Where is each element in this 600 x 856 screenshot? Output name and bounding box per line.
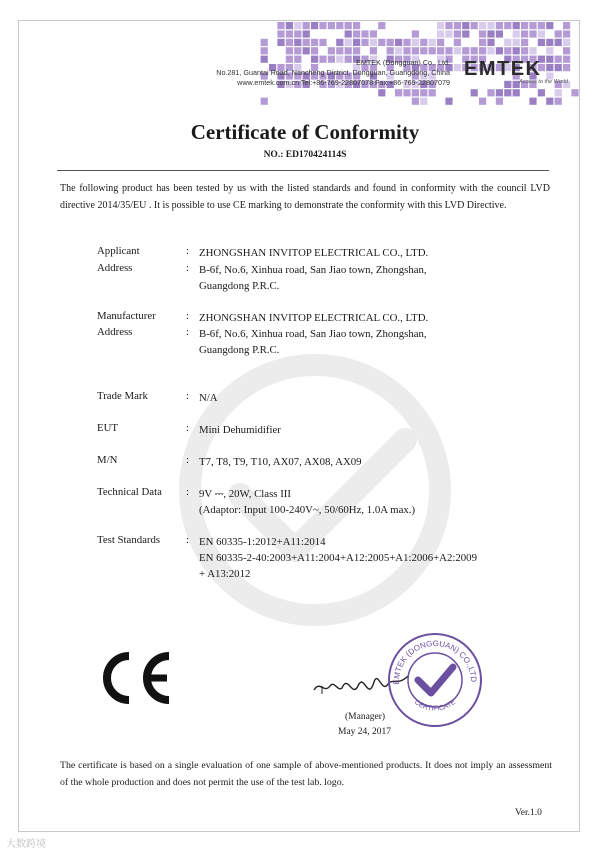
certificate-number: NO.: ED170424114S xyxy=(263,150,347,160)
mosaic-cell xyxy=(479,98,486,105)
version-label: Ver.1.0 xyxy=(515,808,542,818)
mosaic-cell xyxy=(412,89,419,96)
mosaic-cell xyxy=(395,47,402,54)
test-standard-line-3: + A13:2012 xyxy=(199,568,251,580)
mosaic-cell xyxy=(319,39,326,46)
mosaic-cell xyxy=(454,30,461,37)
mosaic-cell xyxy=(378,89,385,96)
manufacturer-address-line-1: B-6f, No.6, Xinhua road, San Jiao town, Zhongshan, xyxy=(199,328,427,340)
mosaic-cell xyxy=(504,47,511,54)
mosaic-cell xyxy=(479,22,486,29)
colon: : xyxy=(186,245,189,257)
mosaic-cell xyxy=(294,30,301,37)
mosaic-cell xyxy=(555,30,562,37)
mosaic-cell xyxy=(454,64,461,71)
eut-label: EUT xyxy=(97,422,118,434)
mosaic-cell xyxy=(538,30,545,37)
mosaic-cell xyxy=(311,39,318,46)
mosaic-cell xyxy=(294,22,301,29)
mosaic-cell xyxy=(378,39,385,46)
mosaic-cell xyxy=(445,30,452,37)
mosaic-cell xyxy=(563,39,570,46)
mosaic-cell xyxy=(496,47,503,54)
mosaic-cell xyxy=(286,56,293,63)
mosaic-cell xyxy=(294,39,301,46)
manufacturer-value: ZHONGSHAN INVITOP ELECTRICAL CO., LTD. xyxy=(199,312,429,324)
mosaic-cell xyxy=(504,22,511,29)
test-standard-line-2: EN 60335-2-40:2003+A11:2004+A12:2005+A1:2006+A2:2009 xyxy=(199,552,477,564)
company-address: No.281, Guantai Road, Nancheng District, Dongguan, Guangdong, China xyxy=(216,68,450,77)
mosaic-cell xyxy=(563,22,570,29)
mosaic-cell xyxy=(311,47,318,54)
mosaic-cell xyxy=(487,39,494,46)
mosaic-cell xyxy=(361,30,368,37)
colon: : xyxy=(186,310,189,322)
applicant-address-line-2: Guangdong P.R.C. xyxy=(199,280,280,292)
mosaic-cell xyxy=(420,47,427,54)
mosaic-cell xyxy=(261,98,268,105)
mosaic-cell xyxy=(412,30,419,37)
mosaic-cell xyxy=(513,22,520,29)
mosaic-cell xyxy=(546,22,553,29)
mosaic-cell xyxy=(420,98,427,105)
mosaic-cell xyxy=(429,47,436,54)
mosaic-cell xyxy=(277,39,284,46)
mosaic-cell xyxy=(261,47,268,54)
mosaic-cell xyxy=(378,22,385,29)
mosaic-cell xyxy=(513,39,520,46)
header-divider xyxy=(57,170,549,171)
mosaic-cell xyxy=(546,47,553,54)
test-standards-label: Test Standards xyxy=(97,534,161,546)
applicant-address-line-1: B-6f, No.6, Xinhua road, San Jiao town, Zhongshan, xyxy=(199,264,427,276)
colon: : xyxy=(186,262,189,274)
mosaic-cell xyxy=(546,39,553,46)
mosaic-cell xyxy=(454,47,461,54)
mosaic-cell xyxy=(370,39,377,46)
mosaic-cell xyxy=(345,39,352,46)
mosaic-cell xyxy=(513,47,520,54)
mosaic-cell xyxy=(261,56,268,63)
mosaic-cell xyxy=(286,39,293,46)
model-number-value: T7, T8, T9, T10, AX07, AX08, AX09 xyxy=(199,456,362,468)
mosaic-cell xyxy=(521,22,528,29)
mosaic-cell xyxy=(496,98,503,105)
mosaic-cell xyxy=(336,56,343,63)
applicant-label: Applicant xyxy=(97,245,140,257)
mosaic-cell xyxy=(277,22,284,29)
mosaic-cell xyxy=(437,22,444,29)
mosaic-cell xyxy=(370,30,377,37)
mosaic-cell xyxy=(479,30,486,37)
mosaic-cell xyxy=(353,22,360,29)
mosaic-cell xyxy=(496,30,503,37)
mosaic-cell xyxy=(412,47,419,54)
mosaic-cell xyxy=(555,98,562,105)
mosaic-cell xyxy=(328,22,335,29)
mosaic-cell xyxy=(445,47,452,54)
mosaic-cell xyxy=(487,22,494,29)
colon: : xyxy=(186,390,189,402)
mosaic-cell xyxy=(412,39,419,46)
applicant-value: ZHONGSHAN INVITOP ELECTRICAL CO., LTD. xyxy=(199,247,429,259)
mosaic-cell xyxy=(412,98,419,105)
footer-disclaimer: The certificate is based on a single evaluation of one sample of above-mentioned products. It does not imply an assessment of the whole production and does not permit the use of the test lab. logo. xyxy=(60,760,552,788)
mosaic-cell xyxy=(462,30,469,37)
colon: : xyxy=(186,534,189,546)
ce-mark-icon xyxy=(97,650,177,706)
technical-data-label: Technical Data xyxy=(97,486,162,498)
source-watermark: 大数跨境 xyxy=(6,839,46,850)
mosaic-cell xyxy=(529,22,536,29)
mosaic-cell xyxy=(445,98,452,105)
mosaic-cell xyxy=(319,22,326,29)
trademark-label: Trade Mark xyxy=(97,390,148,402)
mosaic-cell xyxy=(370,47,377,54)
mosaic-cell xyxy=(311,56,318,63)
company-contact: www.emtek.com.cn Tel:+86-769-22807078 Fax:+86-769-22807079 xyxy=(237,78,450,87)
company-name: EMTEK (Dongguan) Co., Ltd. xyxy=(356,58,450,67)
mosaic-cell xyxy=(437,30,444,37)
mosaic-cell xyxy=(504,39,511,46)
technical-data-line-1: 9V ⎓, 20W, Class III xyxy=(199,488,291,500)
mosaic-cell xyxy=(277,30,284,37)
mosaic-cell xyxy=(328,56,335,63)
mosaic-cell xyxy=(303,30,310,37)
mosaic-cell xyxy=(345,47,352,54)
mosaic-cell xyxy=(395,39,402,46)
mosaic-cell xyxy=(261,39,268,46)
mosaic-cell xyxy=(487,47,494,54)
mosaic-cell xyxy=(513,30,520,37)
mosaic-cell xyxy=(521,30,528,37)
mosaic-cell xyxy=(479,47,486,54)
company-seal-stamp xyxy=(385,630,485,730)
mosaic-cell xyxy=(403,47,410,54)
mosaic-cell xyxy=(538,22,545,29)
mosaic-cell xyxy=(303,22,310,29)
svg-text:CERTIFICATE: CERTIFICATE xyxy=(412,698,458,713)
mosaic-cell xyxy=(437,47,444,54)
mosaic-cell xyxy=(555,39,562,46)
mosaic-cell xyxy=(454,22,461,29)
mosaic-cell xyxy=(286,30,293,37)
mosaic-cell xyxy=(361,39,368,46)
signature-date: May 24, 2017 xyxy=(338,727,392,737)
mosaic-cell xyxy=(387,47,394,54)
mosaic-cell xyxy=(420,89,427,96)
mosaic-cell xyxy=(303,47,310,54)
mosaic-cell xyxy=(294,56,301,63)
mosaic-cell xyxy=(437,39,444,46)
mosaic-cell xyxy=(353,47,360,54)
mosaic-cell xyxy=(479,39,486,46)
mosaic-cell xyxy=(403,39,410,46)
mosaic-cell xyxy=(353,39,360,46)
mosaic-cell xyxy=(521,39,528,46)
mosaic-cell xyxy=(471,22,478,29)
mosaic-cell xyxy=(353,30,360,37)
mosaic-cell xyxy=(538,39,545,46)
mosaic-cell xyxy=(445,22,452,29)
technical-data-line-2: (Adaptor: Input 100-240V~, 50/60Hz, 1.0A max.) xyxy=(199,504,416,516)
mosaic-cell xyxy=(303,39,310,46)
mosaic-cell xyxy=(336,39,343,46)
manufacturer-address-line-2: Guangdong P.R.C. xyxy=(199,344,280,356)
mosaic-cell xyxy=(462,47,469,54)
address-label: Address xyxy=(97,326,133,338)
mosaic-cell xyxy=(336,22,343,29)
mosaic-cell xyxy=(336,47,343,54)
mosaic-cell xyxy=(387,39,394,46)
mosaic-cell xyxy=(403,89,410,96)
logo-wordmark: EMTEK xyxy=(464,58,542,80)
mosaic-cell xyxy=(563,30,570,37)
mosaic-cell xyxy=(487,30,494,37)
trademark-value: N/A xyxy=(199,392,218,404)
mosaic-cell xyxy=(294,47,301,54)
model-number-label: M/N xyxy=(97,454,118,466)
mosaic-cell xyxy=(529,98,536,105)
mosaic-cell xyxy=(286,22,293,29)
mosaic-cell xyxy=(571,89,578,96)
mosaic-cell xyxy=(462,22,469,29)
colon: : xyxy=(186,486,189,498)
signatory-role: (Manager) xyxy=(345,712,386,722)
colon: : xyxy=(186,326,189,338)
mosaic-cell xyxy=(429,89,436,96)
colon: : xyxy=(186,422,189,434)
emtek-logo xyxy=(464,58,568,92)
svg-text:EMTEK (DONGGUAN) CO.,LTD.: EMTEK (DONGGUAN) CO.,LTD xyxy=(391,638,479,685)
mosaic-cell xyxy=(420,39,427,46)
mosaic-cell xyxy=(429,39,436,46)
mosaic-cell xyxy=(471,47,478,54)
mosaic-cell xyxy=(529,47,536,54)
page-title: Certificate of Conformity xyxy=(190,120,420,144)
mosaic-cell xyxy=(345,30,352,37)
mosaic-cell xyxy=(345,56,352,63)
mosaic-cell xyxy=(286,47,293,54)
mosaic-cell xyxy=(563,47,570,54)
manufacturer-label: Manufacturer xyxy=(97,310,156,322)
mosaic-cell xyxy=(345,22,352,29)
mosaic-cell xyxy=(311,22,318,29)
colon: : xyxy=(186,454,189,466)
mosaic-cell xyxy=(319,56,326,63)
mosaic-cell xyxy=(521,47,528,54)
mosaic-cell xyxy=(395,89,402,96)
address-label: Address xyxy=(97,262,133,274)
intro-paragraph: The following product has been tested by us with the listed standards and found in conformity with the council LVD directive 2014/35/EU . It is possible to use CE marking to demonstrate the conformity with this LVD Directive. xyxy=(60,183,550,211)
mosaic-cell xyxy=(529,30,536,37)
mosaic-cell xyxy=(454,39,461,46)
mosaic-cell xyxy=(328,47,335,54)
mosaic-cell xyxy=(496,22,503,29)
test-standard-line-1: EN 60335-1:2012+A11:2014 xyxy=(199,536,326,548)
logo-tagline: Access to the World xyxy=(519,79,568,85)
eut-value: Mini Dehumidifier xyxy=(199,424,281,436)
mosaic-cell xyxy=(546,98,553,105)
